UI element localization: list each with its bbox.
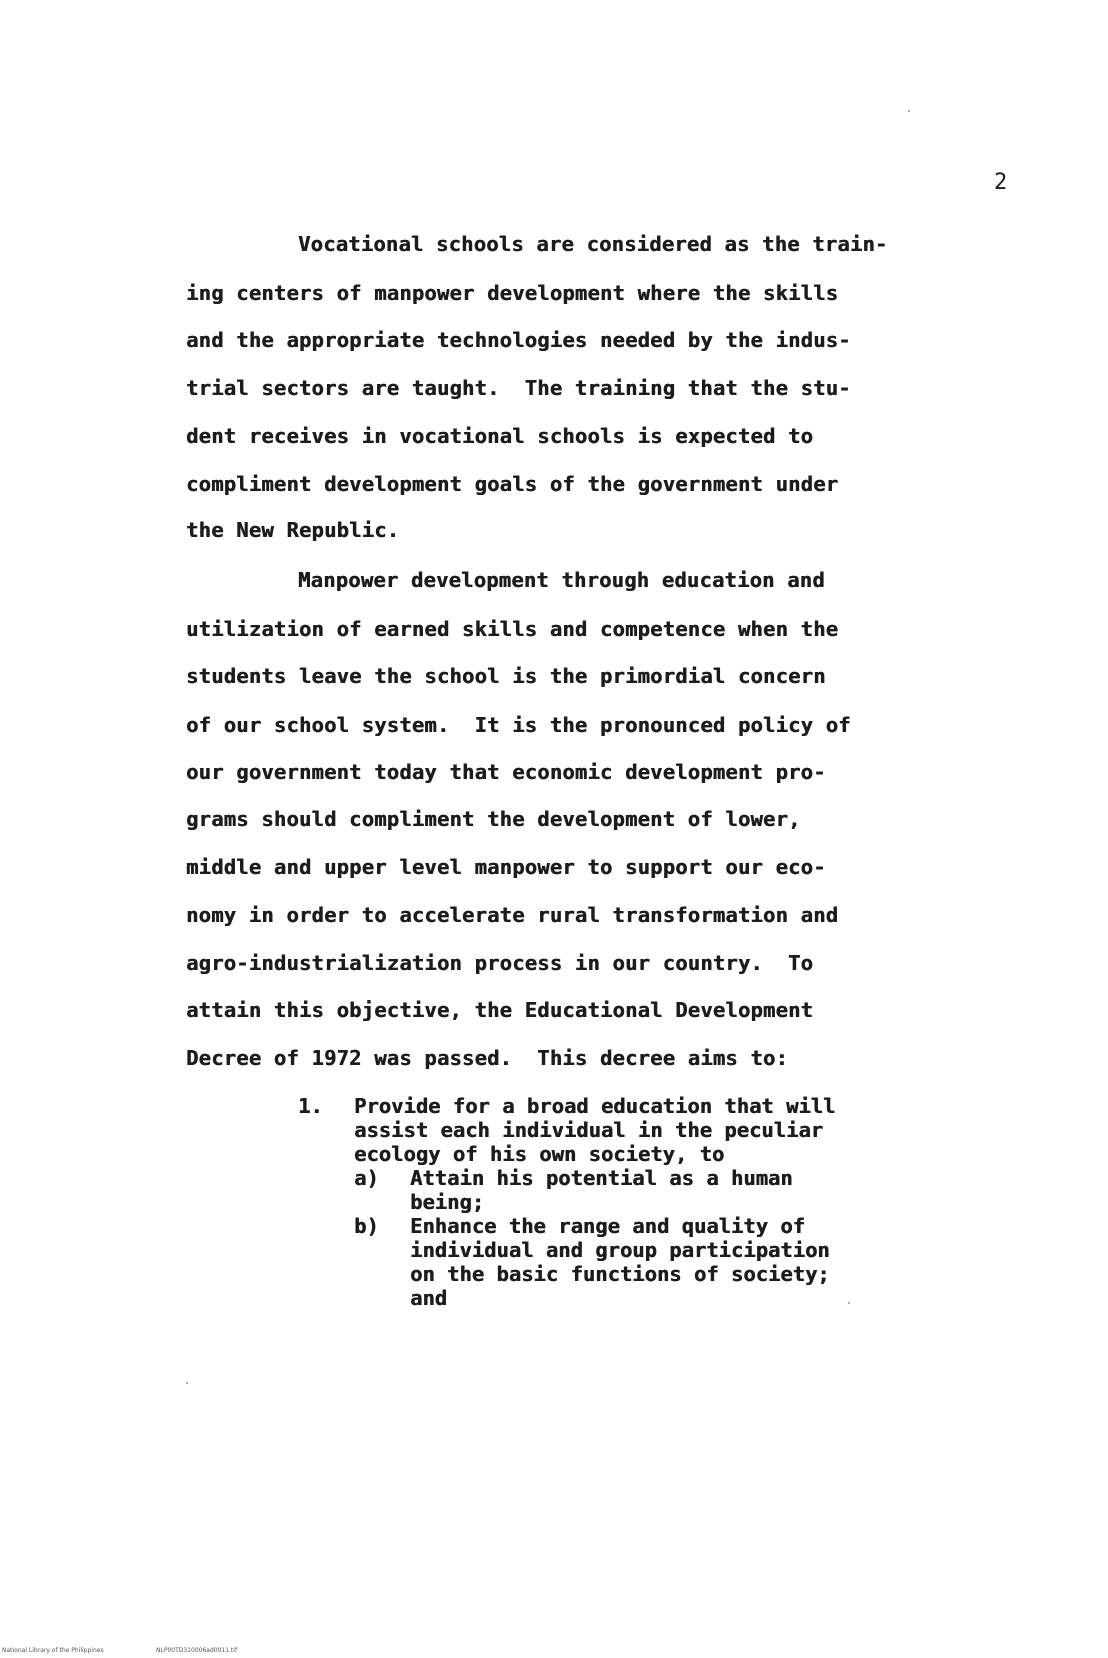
subitem-marker: a) — [354, 1166, 379, 1190]
page-number: 2 — [994, 170, 1008, 195]
paragraph-line: trial sectors are taught. The training that the stu- — [186, 376, 851, 400]
subitem-line: individual and group participation — [410, 1238, 830, 1262]
paragraph-line: compliment development goals of the government under — [186, 472, 839, 496]
footer-reference: NLP00TD310006ad0011.tif — [156, 1647, 238, 1654]
paragraph-line: the New Republic. — [186, 518, 400, 542]
paragraph-line: agro-industrialization process in our country. To — [186, 951, 814, 975]
paragraph-line: middle and upper level manpower to support our eco- — [186, 855, 826, 879]
scan-speck — [848, 1302, 850, 1304]
footer-library: National Library of the Philippines — [2, 1647, 104, 1654]
list-item-line: Provide for a broad education that will — [354, 1094, 836, 1118]
subitem-line: Enhance the range and quality of — [410, 1214, 805, 1238]
subitem-line: being; — [410, 1190, 485, 1214]
paragraph-line: Decree of 1972 was passed. This decree aims to: — [186, 1046, 789, 1070]
paragraph-line: nomy in order to accelerate rural transformation and — [186, 903, 839, 927]
list-item-line: ecology of his own society, to — [354, 1142, 725, 1166]
paragraph-line: attain this objective, the Educational Development — [186, 998, 814, 1022]
list-item-line: assist each individual in the peculiar — [354, 1118, 823, 1142]
paragraph-line: Manpower development through education and — [298, 568, 825, 592]
subitem-line: on the basic functions of society; — [410, 1262, 830, 1286]
paragraph-line: students leave the school is the primordial concern — [186, 664, 826, 688]
subitem-marker: b) — [354, 1214, 379, 1238]
scan-speck — [908, 110, 910, 112]
paragraph-line: of our school system. It is the pronounced policy of — [186, 713, 851, 737]
scan-speck — [186, 1382, 188, 1384]
paragraph-line: Vocational schools are considered as the train- — [298, 232, 888, 256]
paragraph-line: dent receives in vocational schools is expected to — [186, 424, 814, 448]
paragraph-line: ing centers of manpower development where the skills — [186, 281, 839, 305]
paragraph-line: grams should compliment the development of lower, — [186, 807, 801, 831]
list-item-number: 1. — [298, 1094, 323, 1118]
paragraph-line: utilization of earned skills and competence when the — [186, 617, 839, 641]
subitem-line: and — [410, 1286, 448, 1310]
paragraph-line: and the appropriate technologies needed by the indus- — [186, 328, 851, 352]
paragraph-line: our government today that economic development pro- — [186, 760, 826, 784]
subitem-line: Attain his potential as a human — [410, 1166, 793, 1190]
